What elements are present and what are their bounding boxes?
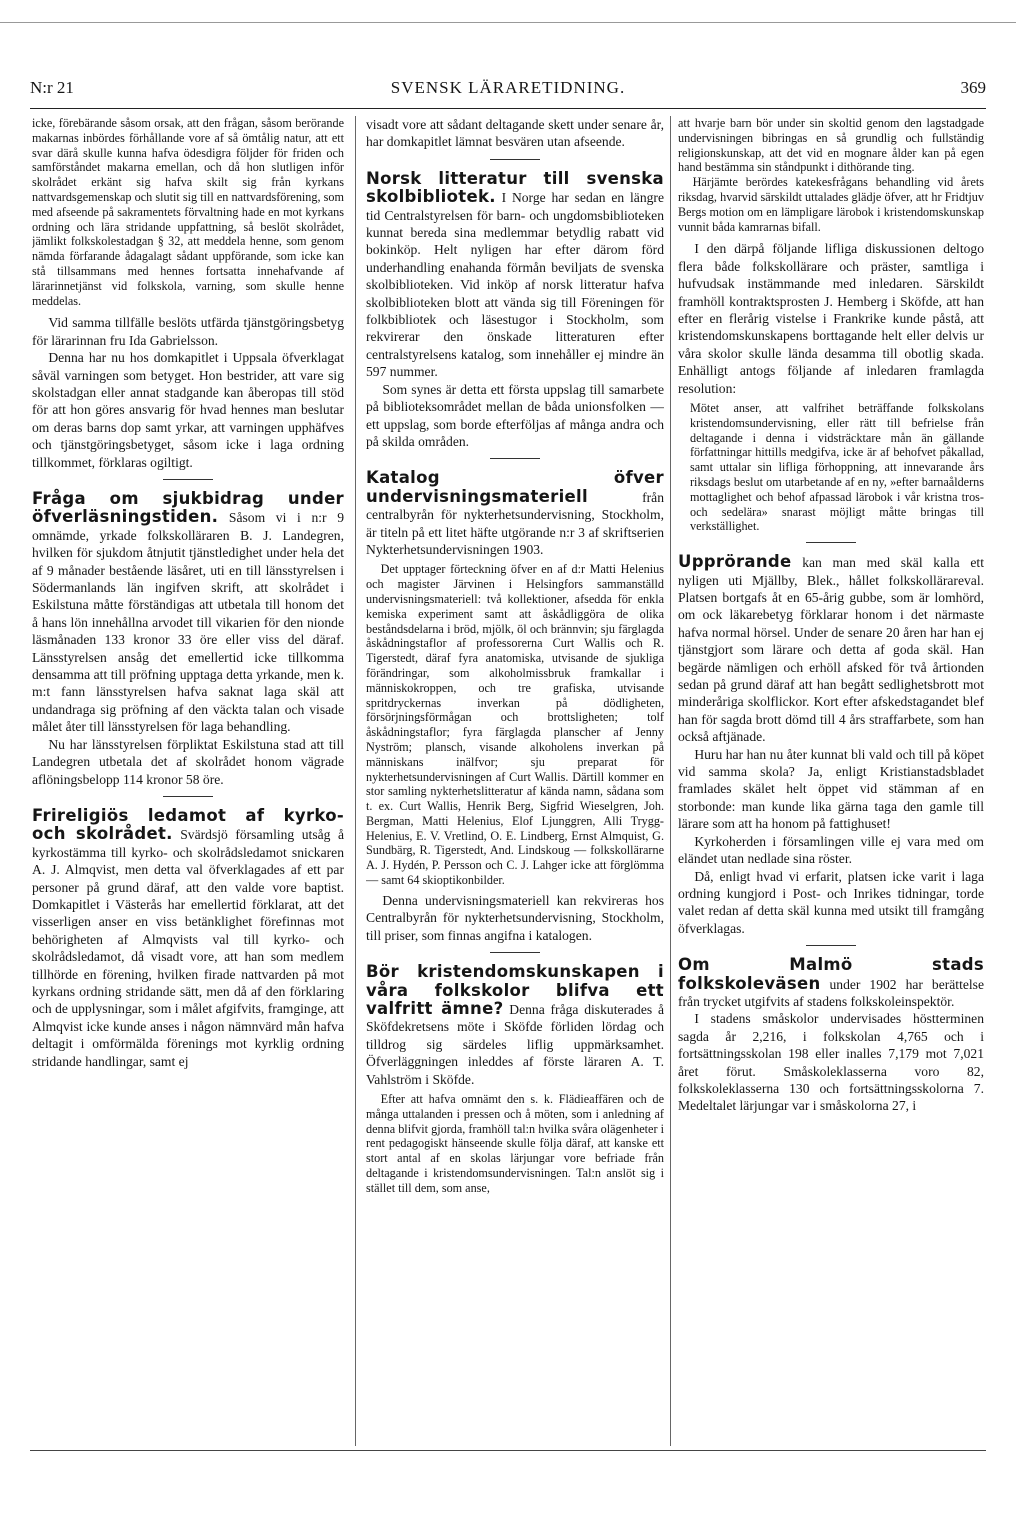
paragraph: Som synes är detta ett första uppslag till samarbete på biblioteksområdet mellan de båda unionsfolken — ett uppslag, som borde efterföljas af många andra och på skilda områden.: [366, 381, 664, 449]
paragraph: Härjämte berördes katekesfrågans behandling vid årets riksdag, hvarvid särskildt uttalades glädje öfver, att hr Fridtjuv Bergs motion om en lämpligare lärobok i kristendomskunskap vunnit båda kamrarnas bifall.: [678, 175, 984, 234]
paragraph: Vid samma tillfälle beslöts utfärda tjänstgöringsbetyg för lärarinnan fru Ida Gabrielsson.: [32, 315, 344, 348]
paragraph: I stadens småskolor undervisades höstterminen sagda år 2,216, i folkskolan 4,765 och i fortsättningsskolan 198 eller inalles 7,179 mot 7,021 året förut. Småskoleklasserna voro 82, folkskoleklasserna 130 och fortsättningsskolorna 7. Medeltalet lärjungar var i småskolorna 27, i: [678, 1011, 984, 1114]
paragraph: Då, enligt hvad vi erfarit, platsen icke varit i laga ordning kungjord i Post- och Inrikes tidningar, torde valet redan af detta skäl kunna med utsikt till framgång öfverklagas.: [678, 868, 984, 936]
section-separator: [806, 542, 856, 543]
section-separator: [490, 159, 540, 160]
paragraph: Denna har nu hos domkapitlet i Uppsala öfverklagat såväl varningen som betyget. Hon bestrider, att vare sig skolstadgan eller annat stadgande kan åberopas till stöd för att hon göres ansvarig för hvad hennes man beslutar om deras barns dop samt yrkar, att varningen upphäfves och tjänstgöringsbetyget, såsom icke i laga ordning tillkommet, förklaras ogiltigt.: [32, 350, 344, 470]
paragraph: Såsom vi i n:r 9 omnämde, yrkade folkskolläraren B. J. Landegren, hvilken för sjukdom åtnjutit tjänstledighet under hela det af 9 månader bestående läsåret, uti en till länsstyrelsen i Södermanlands län ingifven skrift, att skolrådet i Eskilstuna måtte förständigas att utbetala till honom det å hans lön innehållna arvodet till vikarien för den nionde läsmånaden 133 kronor 33 öre eller viss del däraf. Länsstyrelsen ansåg det emellertid icke tillkomma densamma att till pröfning upptaga detta yrkande, men k. m:t fann länsstyrelsen hafva saknat laga skäl att undandraga sig pröfning af den väckta talan och visade målet åter till länsstyrelsen för laga behandling.: [32, 510, 344, 735]
page-header: [30, 78, 986, 104]
section-separator: [806, 945, 856, 946]
column-2: [366, 116, 664, 1446]
article-heading: Norsk litteratur till svenska skolbibliotek.: [366, 168, 664, 207]
article-heading: Fråga om sjukbidrag under öfverläsningstiden.: [32, 489, 344, 527]
article-heading: Upprörande: [678, 552, 792, 572]
masthead-title: SVENSK LÄRARETIDNING.: [390, 78, 626, 97]
paragraph: Huru har han nu åter kunnat bli vald och till på köpet vid samma skola? Ja, enligt Kristianstadsbladet framlades skälet helt öppet vid stämman af en storbonde: man kunde lika gärna taga den gamle till lärare som att ha honom på fattighuset!: [678, 746, 984, 832]
paragraph: Denna fråga diskuterades å Sköfdekretsens möte i Sköfde förliden lördag och tilldrog sig särdeles liflig uppmärksamhet. Öfverläggningen inleddes af förste läraren A. T. Vahlström i Sköfde.: [366, 1001, 664, 1087]
page-number: 369: [960, 78, 986, 97]
paragraph: Efter att hafva omnämt den s. k. Flädieaffären och de många uttalanden i pressen och å möten, som i anledning af denna blifvit gjorda, framhöll tal:n hvilka svåra olägenheter i rent pedagogiskt hänseende skulle följa däraf, att kanske ett stort antal af en skolas lärjungar vore befriade från deltagande i kristendomsundervisningen. Tal:n anslöt sig i stället till dem, som anse,: [366, 1091, 664, 1195]
paragraph: I Norge har sedan en längre tid Centralstyrelsen för barn- och ungdomsbiblioteken kunnat bereda sina medlemmar betydlig rabatt vid bokinköp. Helt nyligen har efter därom förd underhandling enahanda förmån beviljats de svenska skolbiblioteken. Vid inköp af norsk litteratur hafva skolbiblioteken blott att vända sig till Föreningen för folkbibliotek och läsestugor i Stockholm, som rekvirerar den önskade litteraturen efter centralstyrelsens katalog, som innehåller ej mindre än 597 nummer.: [366, 190, 664, 380]
paragraph: kan man med skäl kalla ett nyligen uti Mjällby, Blek., hållet folkskollärareval. Platsen bortgafs åt en 65-årig gubbe, som är lomhörd, om ock läkarebetyg förklarar honom i det närmaste hafva normal hörsel. Under de senare 20 åren har han ej tjänstgjort som lärare och detta af goda skäl. Han begärde nämligen och erhöll afsked för två årtionden sedan på grund däraf att han begått sedlighetsbrott mot minderåriga skolflickor. Kort efter afskedstagandet blef han för sagda brott dömd till 4 års straffarbete, som han också aftjänade.: [678, 555, 984, 745]
article-heading: Frireligiös ledamot af kyrko- och skolrådet.: [32, 805, 344, 844]
resolution-quote: Mötet anser, att valfrihet beträffande folkskolans kristendomsundervisning, eller rätt till befrielse från deltagande i denna i vidsträcktare mån än gällande författningar hittills medgifva, icke är af behofvet påkallad, samt uttalar sin lifliga förhoppning, att innevarande års riksdags beslut om utarbetande af en ny, »efter barnaålderns mottaglighet och behof afpassad lärobok i vår kristna tros- och sedelära» snarast möjligt måtte bringas till verkställighet.: [690, 401, 984, 534]
section-separator: [490, 458, 540, 459]
paragraph: I den därpå följande lifliga diskussionen deltogo flera både folkskollärare och präster, samtliga i hufvudsak instämmande med inledaren. Särskildt framhöll kontraktsprosten J. Hemberg i Sköfde, att han efter en flerårig vistelse i Frankrike kunde påstå, att kristendomskunskapens borttagande helt eller delvis ur våra skolor skulle lända desamma till obotlig skada. Enhälligt antogs följande af inledaren framlagda resolution:: [678, 241, 984, 396]
paragraph: icke, förebärande såsom orsak, att den frågan, såsom berörande makarnas inbördes förhållande vore af så ömtålig natur, att ett svar därå skulle kunna hafva ödesdigra följder för friden och samförståndet makarna emellan, och då hon slutligen inför skolrådet erkänt sig hafva skilt sig från kyrkans nattvardsgemenskap och slutit sig till en nattvardsförening, som med afseende på sakramentets förvaltning hade en mot kyrkans ordning och lära stridande uppfattning, så beslöt skolrådet, jämlikt folkskolestadgan § 32, att meddela henne, som genom nämda förfarande ådagalagt sådant uppförande, som icke kan stå tillsammans med hennes fortsatta innehafvande af lärarinnetjänst vid folkskola, varning, som skulle henne meddelas.: [32, 116, 344, 308]
paragraph: under 1902 har berättelse från trycket utgifvits af stadens folkskoleinspektör.: [678, 976, 984, 1009]
issue-number: N:r 21: [30, 78, 74, 97]
column-divider: [355, 116, 356, 1446]
section-separator: [163, 479, 213, 480]
header-rule: [30, 108, 986, 109]
column-1: [32, 116, 344, 1446]
section-separator: [490, 952, 540, 953]
article-heading: Bör kristendomskunskapen i våra folkskolor blifva ett valfritt ämne?: [366, 962, 664, 1018]
article-heading: Om Malmö stads folkskoleväsen: [678, 955, 984, 993]
column-divider: [670, 116, 671, 1446]
paragraph: Denna undervisningsmateriell kan rekvireras hos Centralbyrån för nykterhetsundervisning, Stockholm, till priser, som finnas angifna i katalogen.: [366, 892, 664, 943]
paragraph: visadt vore att sådant deltagande skett under senare år, har domkapitlet lämnat besvären utan afseende.: [366, 117, 664, 150]
paragraph: att hvarje barn bör under sin skoltid genom den lagstadgade undervisningen bibringas en så grundlig och fullständig religionskunskap, att det vid en mognare ålder kan på egen hand bestämma sin ståndpunkt i dithörande ting.: [678, 116, 984, 175]
article-heading: Katalog öfver undervisningsmateriell: [366, 468, 664, 506]
paragraph: från centralbyrån för nykterhetsundervisning, Stockholm, är titeln på ett litet häfte utgörande n:r 3 af skriftserien Nykterhetsundervisningen 1903.: [366, 489, 664, 557]
paragraph: Svärdsjö församling utsåg å kyrkostämma till kyrko- och skolrådsledamot snickaren A. J. Almqvist, men detta val öfverklagades af ett par personer på grund däraf, att den valde vore baptist. Domkapitlet i Västerås har emellertid förklarat, att det visserligen anser en viss betänklighet förefinnas mot behörigheten af Almqvists val till kyrko- och skolrådsledamot, då visadt vore, att han som medlem tillhörde en förening, hvilken firade nattvarden på mot kyrkans ordning stridande sätt, men då af den förklaring och de upplysningar, som i målet afgifvits, framginge, att Almqvist icke kunde anses i någon nämnvärd mån hafva deltagit i omförmälda förenings mot kyrklig ordning stridande handlingar, samt ej: [32, 827, 344, 1069]
paragraph: Nu har länsstyrelsen förpliktat Eskilstuna stad att till Landegren utbetala det af skolrådet honom vägrade aflöningsbelopp 114 kronor 58 öre.: [32, 736, 344, 787]
bottom-rule: [30, 1450, 986, 1451]
paragraph: Kyrkoherden i församlingen ville ej vara med om eländet utan nedlade sina röster.: [678, 833, 984, 867]
paragraph: Det upptager förteckning öfver en af d:r Matti Helenius och magister Järvinen i Helsingfors sammanställd undervisningsmateriell: två kollektioner, afsedda för enkla kemiska experiment samt att åskådliggöra de olika beståndsdelarna i bröd, mjölk, öl och brännvin; sju färglagda åskådningstaflor af professorerna Curt Wallis och R. Tigerstedt, däraf fyra anatomiska, utvisande de sjukliga förändringar, som alkoholmissbruk framkallar i människokroppen, och tre grafiska, utvisande spritdryckernas inverkan på dödligheten, försörjningsförmågan och brottsligheten; tolf åskådningstaflor; fyra färglagda planscher af Jenny Nyström; plansch, visande alkoholens inverkan på människans inälfvor; sju preparat för nykterhetsundervisningen af Curt Wallis. Därtill kommer en stor samling nykterhetslitteratur af kända namn, sådana som t. ex. Curt Wallis, Henrik Berg, Sigfrid Wieselgren, Joh. Bergman, Matti Helenius, Elof Ljunggren, Alli Trygg-Helenius, E. V. Vretlind, O. E. Lindberg, Ernst Almquist, G. Sundbärg, R. Tigerstedt, And. Lindskoug — folkskollärarne A. J. Hydén, P. Persson och C. J. Lahger icke att förglömma — samt 64 skioptikonbilder.: [366, 562, 664, 888]
section-separator: [163, 796, 213, 797]
column-3: [678, 116, 984, 1446]
top-border-line: [0, 22, 1016, 23]
